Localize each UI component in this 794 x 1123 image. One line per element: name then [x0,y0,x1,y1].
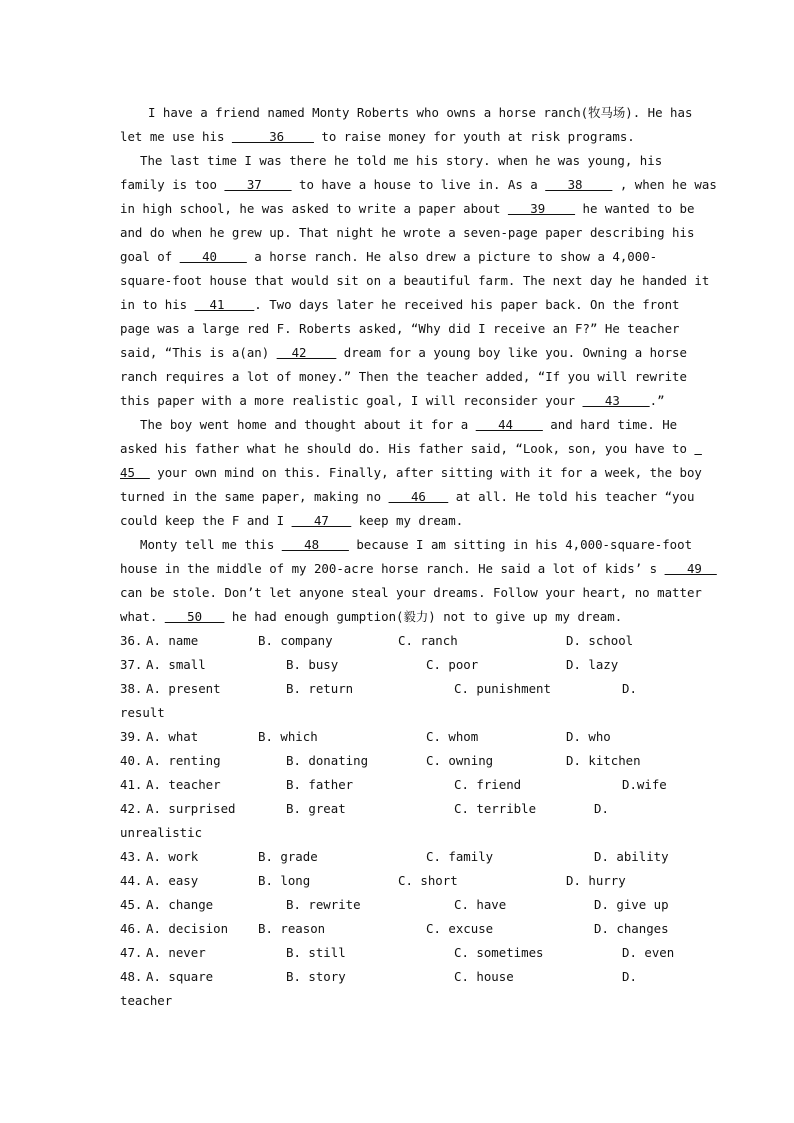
answer-option: C. owning [426,753,494,768]
passage-line [120,437,695,461]
answer-option: A. never [146,945,206,960]
question-row [120,797,680,821]
answer-option: A. square [146,969,214,984]
passage-text: and do when he grew up. That night he wrote a seven-page paper describing his [120,225,695,240]
option-continuation: unrealistic [120,825,203,840]
question-number: 41. [120,777,143,792]
answer-option: D. who [566,729,611,744]
question-number: 45. [120,897,143,912]
passage-line [120,581,702,605]
question-row [120,893,680,917]
passage-text: said, “This is a(an) [120,345,277,360]
answer-option: B. grade [258,849,318,864]
question-row [120,773,680,797]
answer-blank: 45 [120,465,150,480]
answer-option: B. busy [286,657,339,672]
passage-text: to have a house to live in. As a [291,177,546,192]
answer-option: C. house [454,969,514,984]
answer-option: B. rewrite [286,897,361,912]
answer-option: D. kitchen [566,753,641,768]
passage-line [120,317,680,341]
cloze-passage [120,101,717,629]
passage-line [120,173,717,197]
passage-line [120,533,693,557]
passage-text: family is too [120,177,225,192]
question-number: 36. [120,633,143,648]
answer-option: D.wife [622,777,667,792]
answer-option: A. easy [146,873,199,888]
passage-line [120,413,680,437]
passage-text: dream for a young boy like you. Owning a horse [336,345,687,360]
answer-option: C. sometimes [454,945,544,960]
passage-line [120,557,717,581]
question-row [120,845,680,869]
question-row [120,653,680,677]
answer-option: D. changes [594,921,669,936]
passage-text: he wanted to be [575,201,695,216]
answer-option: D. give up [594,897,669,912]
passage-line [120,125,680,149]
answer-option: D. hurry [566,873,626,888]
passage-text: The last time I was there he told me his story. when he was young, his [140,153,663,168]
passage-text: The boy went home and thought about it for a [140,417,476,432]
passage-line [120,485,695,509]
question-row [120,629,680,653]
answer-blank: 49 [664,561,717,576]
answer-blank: 38 [545,177,613,192]
answer-option: A. change [146,897,214,912]
answer-blank: 50 [164,609,225,624]
answer-option: C. family [426,849,494,864]
question-number: 39. [120,729,143,744]
answer-blank: 42 [276,345,337,360]
question-number: 47. [120,945,143,960]
answer-blank: 37 [224,177,292,192]
passage-text: . Two days later he received his paper back. On the front [254,297,680,312]
passage-text: goal of [120,249,180,264]
question-row [120,941,680,965]
passage-text: a horse ranch. He also drew a picture to show a 4,000- [246,249,658,264]
question-number: 37. [120,657,143,672]
answer-option: D. even [622,945,675,960]
answer-option: B. return [286,681,354,696]
answer-option: D. ability [594,849,669,864]
answer-option: B. reason [258,921,326,936]
answer-blank: 40 [179,249,247,264]
answer-option: C. excuse [426,921,494,936]
passage-text: I have a friend named Monty Roberts who owns a horse ranch(牧马场). He has [148,105,693,120]
passage-text: because I am sitting in his 4,000-square-foot [348,537,693,552]
answer-option: B. donating [286,753,369,768]
answer-option: A. work [146,849,199,864]
passage-text: at all. He told his teacher “you [448,489,695,504]
question-number: 43. [120,849,143,864]
answer-blank: 48 [281,537,349,552]
answer-option: A. what [146,729,199,744]
passage-line [120,605,680,629]
option-continuation: teacher [120,993,173,1008]
question-row [120,725,680,749]
passage-text: Monty tell me this [140,537,282,552]
answer-option: A. renting [146,753,221,768]
answer-option: A. present [146,681,221,696]
passage-line [120,341,687,365]
answer-blank: 43 [582,393,650,408]
answer-blank [694,441,701,456]
question-row [120,869,680,893]
passage-line [120,389,680,413]
answer-option: B. story [286,969,346,984]
answer-option: C. have [454,897,507,912]
answer-option: B. still [286,945,346,960]
answer-option: D. [594,801,609,816]
answer-option: A. small [146,657,206,672]
passage-text: keep my dream. [351,513,464,528]
passage-line [120,461,702,485]
passage-line [120,365,687,389]
passage-text: square-foot house that would sit on a beautiful farm. The next day he handed it [120,273,710,288]
passage-line [120,293,680,317]
answer-option: B. long [258,873,311,888]
answer-option: C. whom [426,729,479,744]
answer-option: A. decision [146,921,229,936]
passage-text: can be stole. Don’t let anyone steal your dreams. Follow your heart, no matter [120,585,702,600]
answer-option: D. [622,969,637,984]
answer-option: B. which [258,729,318,744]
passage-line [120,269,710,293]
passage-text: .” [649,393,665,408]
passage-text: in high school, he was asked to write a paper about [120,201,508,216]
passage-text: page was a large red F. Roberts asked, “Why did I receive an F?” He teacher [120,321,680,336]
answer-option: B. company [258,633,333,648]
passage-text: this paper with a more realistic goal, I will reconsider your [120,393,583,408]
passage-text: let me use his [120,129,232,144]
answer-option: C. poor [426,657,479,672]
question-number: 38. [120,681,143,696]
answer-option: C. ranch [398,633,458,648]
passage-line [120,101,693,125]
passage-line [120,245,680,269]
answer-option: B. father [286,777,354,792]
passage-line [120,221,695,245]
passage-text: he had enough gumption(毅力) not to give up my dream. [224,609,623,624]
question-list [120,629,680,1013]
passage-text: house in the middle of my 200-acre horse ranch. He said a lot of kids’ s [120,561,665,576]
answer-option: C. terrible [454,801,537,816]
question-number: 44. [120,873,143,888]
passage-text: and hard time. He [542,417,678,432]
passage-line [120,197,695,221]
answer-blank: 36 [231,129,314,144]
passage-text: what. [120,609,165,624]
answer-option: B. great [286,801,346,816]
answer-option: A. name [146,633,199,648]
answer-option: A. teacher [146,777,221,792]
answer-option: C. short [398,873,458,888]
question-row [120,965,680,989]
passage-text: in to his [120,297,195,312]
answer-blank: 39 [507,201,576,216]
question-row [120,749,680,773]
answer-blank: 47 [291,513,352,528]
question-row [120,917,680,941]
passage-line [120,149,680,173]
passage-text: turned in the same paper, making no [120,489,389,504]
answer-blank: 46 [388,489,449,504]
passage-text: , when he was [612,177,717,192]
answer-option: C. punishment [454,681,551,696]
answer-option: D. lazy [566,657,619,672]
passage-line [120,509,680,533]
passage-text: to raise money for youth at risk programs. [313,129,635,144]
question-row [120,677,680,701]
answer-option: D. [622,681,637,696]
answer-option: D. school [566,633,634,648]
answer-blank: 41 [194,297,255,312]
passage-text: could keep the F and I [120,513,292,528]
answer-option: C. friend [454,777,522,792]
question-number: 40. [120,753,143,768]
answer-blank: 44 [475,417,543,432]
question-number: 46. [120,921,143,936]
answer-option: A. surprised [146,801,236,816]
option-continuation: result [120,705,165,720]
passage-text: ranch requires a lot of money.” Then the teacher added, “If you will rewrite [120,369,687,384]
passage-text: asked his father what he should do. His father said, “Look, son, you have to [120,441,695,456]
passage-text: your own mind on this. Finally, after sitting with it for a week, the boy [149,465,702,480]
question-number: 42. [120,801,143,816]
question-number: 48. [120,969,143,984]
